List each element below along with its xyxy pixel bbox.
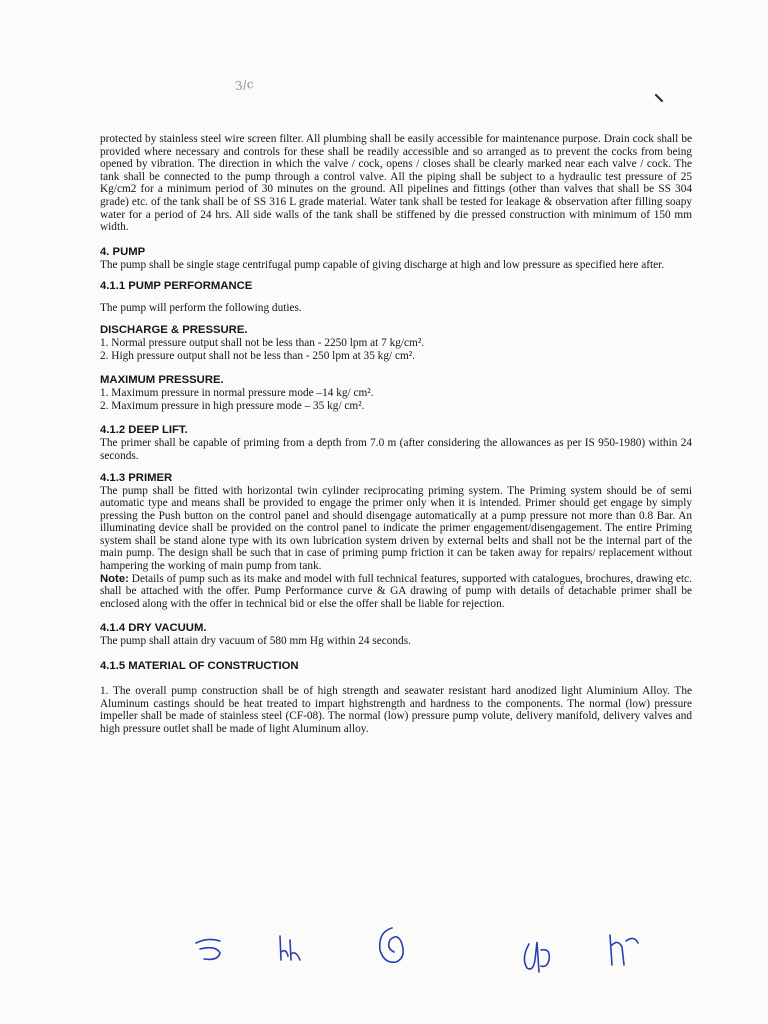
primer-paragraph: The pump shall be fitted with horizontal twin cylinder reciprocating priming system. The Priming system should be of semi automatic type and means shall be provided to engage the primer only when it is intended. Primer should get engage by simply pressing the Push button on the control panel and should disengage automatically at a pump pressure not more than 0.8 Bar. An illuminating device shall be provided on the control panel to indicate the primer engagement/disengagement. The entire Priming system shall be stand alone type with its own lubrication system driven by external belts and shall not be the internal part of the main pump. The design shall be such that in case of priming pump friction it can be taken away for repairs/ replacement without hampering the working of main pump from tank. (100, 484, 692, 573)
note-label: Note: (100, 572, 129, 585)
section-heading-pump-performance: 4.1.1 PUMP PERFORMANCE (100, 280, 253, 293)
section-heading-pump: 4. PUMP (100, 245, 146, 258)
note-text: Details of pump such as its make and model with full technical features, supported with catalogues, brochures, drawing etc. shall be attached with the offer. Pump Performance curve & GA drawing of pump with details of detachable primer shall be enclosed along with the offer in technical bid or else the offer shall be liable for rejection. (100, 572, 692, 610)
dry-vacuum-paragraph: The pump shall attain dry vacuum of 580 mm Hg within 24 seconds. (100, 635, 411, 648)
signature-3 (372, 922, 412, 972)
section-heading-material: 4.1.5 MATERIAL OF CONSTRUCTION (100, 660, 299, 673)
signature-5 (600, 925, 646, 975)
document-body (100, 133, 692, 735)
intro-paragraph: protected by stainless steel wire screen filter. All plumbing shall be easily accessible for maintenance purpose. Drain cock shall be provided where necessary and controls for these shall be readily accessible and so arranged as to prevent the cocks from being opened by vibration. The direction in which the valve / cock, opens / closes shall be clearly marked near each valve / cock. The tank shall be connected to the pump through a control valve. All the piping shall be subject to a hydraulic test pressure of 25 Kg/cm2 for a minimum period of 30 minutes on the ground. All pipelines and fittings (other than valves that shall be SS 304 grade) etc. of the tank shall be of SS 316 L grade material. Water tank shall be tested for leakage & observation after filling soapy water for a period of 24 hrs. All side walls of the tank shall be stiffened by die pressed construction with minimum of 150 mm width. (100, 133, 692, 234)
discharge-pressure-heading: DISCHARGE & PRESSURE. (100, 323, 248, 336)
pen-dot-mark (654, 93, 666, 105)
discharge-item-2: 2. High pressure output shall not be less than - 250 lpm at 35 kg/ cm². (100, 349, 415, 362)
maximum-pressure-item-1: 1. Maximum pressure in normal pressure mode –14 kg/ cm². (100, 387, 374, 400)
discharge-item-1: 1. Normal pressure output shall not be less than - 2250 lpm at 7 kg/cm². (100, 336, 425, 349)
corner-pencil-mark: 3/c (234, 76, 255, 94)
note-paragraph (100, 573, 692, 611)
maximum-pressure-heading: MAXIMUM PRESSURE. (100, 374, 224, 387)
maximum-pressure-item-2: 2. Maximum pressure in high pressure mode – 35 kg/ cm². (100, 399, 365, 412)
deep-lift-paragraph: The primer shall be capable of priming from a depth from 7.0 m (after considering the allowances as per IS 950-1980) within 24 seconds. (100, 437, 692, 462)
performance-paragraph: The pump will perform the following duties. (100, 302, 302, 315)
section-heading-deep-lift: 4.1.2 DEEP LIFT. (100, 424, 188, 437)
section-heading-dry-vacuum: 4.1.4 DRY VACUUM. (100, 622, 207, 635)
pump-paragraph: The pump shall be single stage centrifugal pump capable of giving discharge at high and low pressure as specified here after. (100, 258, 665, 271)
signature-1 (190, 935, 230, 965)
section-heading-primer: 4.1.3 PRIMER (100, 471, 173, 484)
material-paragraph: 1. The overall pump construction shall be of high strength and seawater resistant hard anodized light Aluminium Alloy. The Aluminum castings should be heat treated to impart highstrength and hardness to the components. The normal (low) pressure impeller shall be made of stainless steel (CF-08). The normal (low) pressure pump volute, delivery manifold, delivery valves and high pressure outlet shall be made of light Aluminum alloy. (100, 685, 692, 735)
signature-2 (272, 930, 308, 970)
signature-4 (515, 930, 561, 980)
